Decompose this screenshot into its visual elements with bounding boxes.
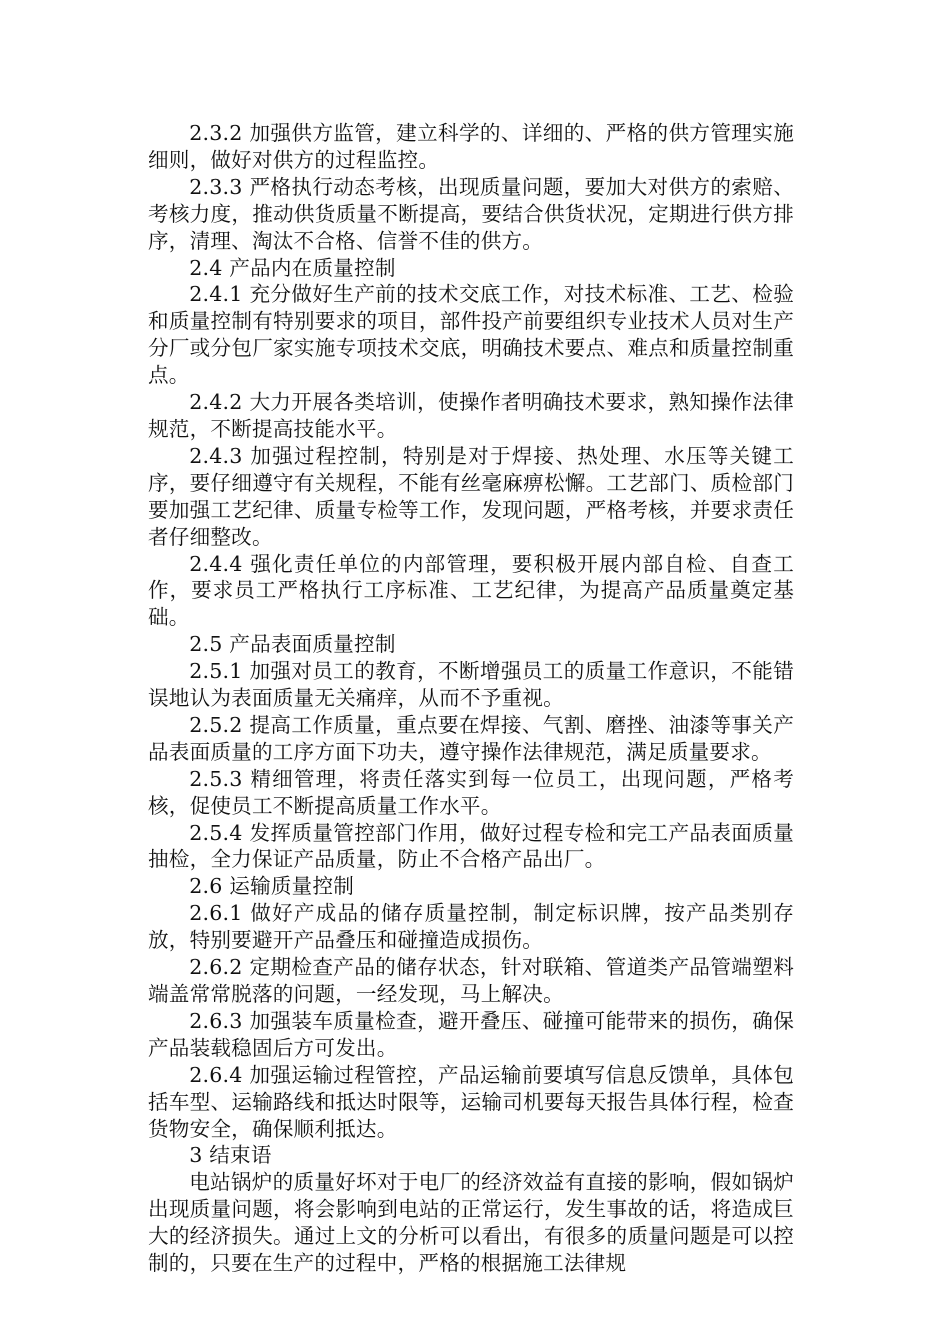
- section-heading-3: 3 结束语: [189, 1143, 272, 1168]
- paragraph-2-4-1: 2.4.1 充分做好生产前的技术交底工作，对技术标准、工艺、检验和质量控制有特别要求的项目，部件投产前要组织专业技术人员对生产分厂或分包厂家实施专项技术交底，明确技术要点、难点和质量控制重点。: [148, 282, 794, 388]
- paragraph-2-5-2: 2.5.2 提高工作质量，重点要在焊接、气割、磨挫、油漆等事关产品表面质量的工序方面下功夫，遵守操作法律规范，满足质量要求。: [148, 712, 794, 764]
- paragraph-2-5-3: 2.5.3 精细管理，将责任落实到每一位员工，出现问题，严格考核，促使员工不断提高质量工作水平。: [148, 766, 794, 818]
- paragraph-2-5-1: 2.5.1 加强对员工的教育，不断增强员工的质量工作意识，不能错误地认为表面质量无关痛痒，从而不予重视。: [148, 659, 794, 711]
- paragraph-2-6-1: 2.6.1 做好产成品的储存质量控制，制定标识牌，按产品类别存放，特别要避开产品叠压和碰撞造成损伤。: [148, 901, 794, 953]
- paragraph-2-4-4: 2.4.4 强化责任单位的内部管理，要积极开展内部自检、自查工作，要求员工严格执行工序标准、工艺纪律，为提高产品质量奠定基础。: [148, 551, 794, 630]
- document-page: [148, 120, 794, 1277]
- paragraph-2-6-4: 2.6.4 加强运输过程管控，产品运输前要填写信息反馈单，具体包括车型、运输路线和抵达时限等，运输司机要每天报告具体行程，检查货物安全，确保顺利抵达。: [148, 1062, 794, 1141]
- section-heading-2-5: 2.5 产品表面质量控制: [189, 632, 396, 657]
- paragraph-2-6-2: 2.6.2 定期检查产品的储存状态，针对联箱、管道类产品管端塑料端盖常常脱落的问题，一经发现，马上解决。: [148, 955, 794, 1006]
- paragraph-conclusion: 电站锅炉的质量好坏对于电厂的经济效益有直接的影响，假如锅炉出现质量问题，将会影响到电站的正常运行，发生事故的话，将造成巨大的经济损失。通过上文的分析可以看出，有很多的质量问题是可以控制的，只要在生产的过程中，严格的根据施工法律规: [148, 1170, 794, 1276]
- paragraph-2-6-3: 2.6.3 加强装车质量检查，避开叠压、碰撞可能带来的损伤，确保产品装载稳固后方可发出。: [148, 1008, 794, 1060]
- paragraph-2-4-2: 2.4.2 大力开展各类培训，使操作者明确技术要求，熟知操作法律规范，不断提高技能水平。: [148, 390, 794, 441]
- section-heading-2-6: 2.6 运输质量控制: [189, 874, 355, 899]
- paragraph-2-3-2: 2.3.2 加强供方监管，建立科学的、详细的、严格的供方管理实施细则，做好对供方的过程监控。: [148, 121, 794, 172]
- paragraph-2-5-4: 2.5.4 发挥质量管控部门作用，做好过程专检和完工产品表面质量抽检，全力保证产品质量，防止不合格产品出厂。: [148, 820, 794, 872]
- section-heading-2-4: 2.4 产品内在质量控制: [189, 255, 396, 280]
- paragraph-2-4-3: 2.4.3 加强过程控制，特别是对于焊接、热处理、水压等关键工序，要仔细遵守有关规程，不能有丝毫麻痹松懈。工艺部门、质检部门要加强工艺纪律、质量专检等工作，发现问题，严格考核，并要求责任者仔细整改。: [148, 443, 794, 549]
- paragraph-2-3-3: 2.3.3 严格执行动态考核，出现质量问题，要加大对供方的索赔、考核力度，推动供货质量不断提高，要结合供货状况，定期进行供方排序，清理、淘汰不合格、信誉不佳的供方。: [148, 174, 794, 253]
